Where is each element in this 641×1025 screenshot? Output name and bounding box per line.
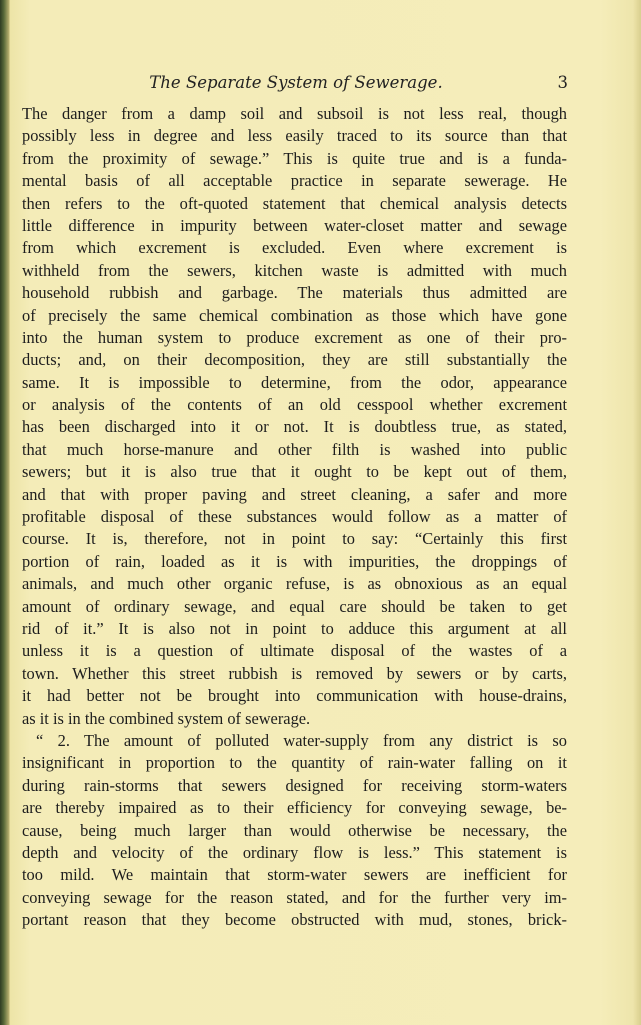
text-line: amount of ordinary sewage, and equal care should be taken to get [22, 596, 567, 616]
running-title: The Separate System of Sewerage. [149, 73, 443, 92]
text-line: household rubbish and garbage. The materials thus admitted are [22, 283, 567, 303]
text-line: ducts; and, on their decomposition, they are still substantially the [22, 350, 567, 370]
text-line: conveying sewage for the reason stated, and for the further very im- [22, 887, 567, 907]
text-line: that much horse-manure and other filth is washed into public [22, 439, 567, 459]
text-line: it had better not be brought into communication with house-drains, [22, 686, 567, 706]
text-line: during rain-storms that sewers designed for receiving storm-waters [22, 775, 567, 795]
page-number: 3 [557, 73, 568, 92]
text-line: insignificant in proportion to the quantity of rain-water falling on it [22, 753, 567, 773]
text-line: of precisely the same chemical combination as those which have gone [22, 305, 567, 325]
text-line: possibly less in degree and less easily traced to its source than that [22, 126, 567, 146]
page-right-edge [633, 0, 641, 1025]
text-line: too mild. We maintain that storm-water sewers are inefficient for [22, 865, 567, 885]
text-line: town. Whether this street rubbish is removed by sewers or by carts, [22, 663, 567, 683]
text-line: are thereby impaired as to their efficiency for conveying sewage, be- [22, 798, 567, 818]
text-line: mental basis of all acceptable practice in separate sewerage. He [22, 171, 567, 191]
text-line: profitable disposal of these substances would follow as a matter of [22, 507, 567, 527]
text-line: animals, and much other organic refuse, is as obnoxious as an equal [22, 574, 567, 594]
text-line: and that with proper paving and street cleaning, a safer and more [22, 484, 567, 504]
paragraph-end-line: as it is in the combined system of sewerage. [22, 708, 311, 728]
text-line: rid of it.” It is also not in point to adduce this argument at all [22, 618, 567, 638]
text-line: from the proximity of sewage.” This is quite true and is a funda- [22, 148, 567, 168]
text-line: little difference in impurity between water-closet matter and sewage [22, 215, 567, 235]
text-line: withheld from the sewers, kitchen waste is admitted with much [22, 260, 567, 280]
text-line: depth and velocity of the ordinary flow is less.” This statement is [22, 842, 567, 862]
text-line: same. It is impossible to determine, from the odor, appearance [22, 372, 567, 392]
text-line: into the human system to produce excrement as one of their pro- [22, 327, 567, 347]
text-line: then refers to the oft-quoted statement that chemical analysis detects [22, 193, 567, 213]
paragraph-start-line: “ 2. The amount of polluted water-supply from any district is so [36, 730, 567, 750]
body-text [22, 103, 567, 931]
text-line: from which excrement is excluded. Even where excrement is [22, 238, 567, 258]
page-binding-edge [0, 0, 10, 1025]
text-line: or analysis of the contents of an old cesspool whether excrement [22, 395, 567, 415]
text-line: portion of rain, loaded as it is with impurities, the droppings of [22, 551, 567, 571]
text-line: unless it is a question of ultimate disposal of the wastes of a [22, 641, 567, 661]
text-line: course. It is, therefore, not in point to say: “Certainly this first [22, 529, 567, 549]
text-line: portant reason that they become obstructed with mud, stones, brick- [22, 910, 567, 930]
text-line: The danger from a damp soil and subsoil is not less real, though [22, 104, 567, 123]
text-line: has been discharged into it or not. It is doubtless true, as stated, [22, 417, 567, 437]
text-line: sewers; but it is also true that it ought to be kept out of them, [22, 462, 567, 482]
text-line: cause, being much larger than would otherwise be necessary, the [22, 820, 567, 840]
page-header [20, 73, 572, 95]
